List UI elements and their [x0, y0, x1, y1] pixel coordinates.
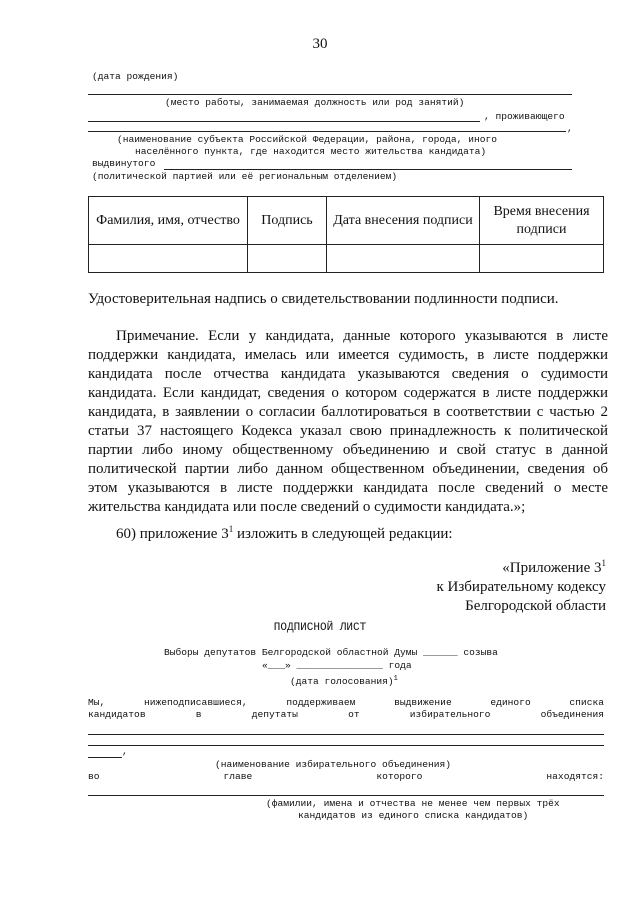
- association-caption: (наименование избирательного объединения): [215, 759, 452, 770]
- amendment-item: [116, 520, 453, 544]
- certification-text: Удостоверительная надпись о свидетельствовании подлинности подписи.: [88, 291, 559, 307]
- support-word: Мы,: [88, 697, 106, 708]
- sheet-title: ПОДПИСНОЙ ЛИСТ: [273, 622, 367, 634]
- residence-line: [88, 131, 566, 132]
- nominated-label: выдвинутого: [92, 158, 156, 169]
- workplace-caption: (место работы, занимаемая должность или род занятий): [165, 97, 465, 108]
- cell-sign-date: [327, 245, 480, 273]
- signature-table-row: [89, 245, 604, 273]
- association-line-1: [88, 734, 604, 735]
- support-word: единого: [490, 697, 531, 708]
- support-word: избирательного: [409, 709, 491, 720]
- head-word: находятся:: [546, 771, 604, 782]
- vote-date-line: «___» _______________ года: [262, 660, 412, 671]
- head-word: во: [88, 771, 100, 782]
- support-word: депутаты: [251, 709, 298, 720]
- association-line-2: [88, 745, 604, 746]
- amendment-sup: 1: [228, 524, 234, 534]
- col-sign-time: Время внесения подписи: [480, 197, 604, 245]
- support-word: выдвижение: [394, 697, 452, 708]
- vote-date-caption: (дата голосования)$^1$: [290, 675, 398, 688]
- elections-line: Выборы депутатов Белгородской областной Думы ______ созыва: [164, 647, 498, 658]
- appendix-line-3: Белгородской области: [465, 598, 606, 614]
- page-number: 30: [312, 36, 328, 52]
- head-word: которого: [376, 771, 423, 782]
- workplace-line: [88, 94, 572, 95]
- signature-table: [88, 196, 604, 273]
- support-word: кандидатов: [88, 709, 146, 720]
- head-line: [88, 771, 604, 783]
- amendment-rest: изложить в следующей редакции:: [233, 526, 453, 542]
- support-word: от: [348, 709, 360, 720]
- support-word: поддерживаем: [286, 697, 356, 708]
- note-paragraph: Примечание. Если у кандидата, данные которого указываются в листе поддержки кандидата, имелась или имеется судимость, в листе поддержки кандидата после отчества кандидата указываются сведения о судимости кандидата. Если кандидат, сведения о котором содержатся в листе поддержки кандидата, в заявлении о согласии баллотироваться в соответствии с частью 2 статьи 37 настоящего Кодекса указал свою принадлежность к политической партии либо иному общественному объединению и свой статус в данной политической партии либо данном общественном объединении, сведения об этом указываются в листе поддержки кандидата после сведений о месте жительства кандидата или после сведений о судимости кандидата.»;: [88, 328, 608, 515]
- association-line-3: [88, 757, 122, 758]
- residing-label: , проживающего: [484, 111, 565, 122]
- association-comma: ,: [122, 746, 128, 757]
- support-word: нижеподписавшиеся,: [143, 697, 248, 708]
- residence-caption-1: (наименование субъекта Российской Федерации, района, города, иного: [117, 134, 497, 145]
- signature-table-header: [89, 197, 604, 245]
- cell-signature: [248, 245, 327, 273]
- support-word: объединения: [540, 709, 604, 720]
- residence-caption-2: населённого пункта, где находится место жительства кандидата): [135, 146, 487, 157]
- col-sign-date: Дата внесения подписи: [327, 197, 480, 245]
- col-full-name: Фамилия, имя, отчество: [89, 197, 248, 245]
- col-signature: Подпись: [248, 197, 327, 245]
- cell-full-name: [89, 245, 248, 273]
- support-word: списка: [569, 697, 604, 708]
- head-word: главе: [223, 771, 253, 782]
- amendment-text: 60) приложение 3: [116, 526, 229, 542]
- party-caption: (политической партией или её региональным отделением): [92, 171, 398, 182]
- birth-date-caption: (дата рождения): [92, 71, 179, 82]
- appendix-line-2: к Избирательному кодексу: [436, 579, 606, 595]
- names-caption-2: кандидатов из единого списка кандидатов): [298, 810, 529, 821]
- residence-blank-line: [88, 121, 480, 122]
- cell-sign-time: [480, 245, 604, 273]
- support-word: в: [195, 709, 202, 720]
- appendix-heading: [300, 554, 606, 616]
- appendix-line-1: «Приложение $3^1$: [502, 558, 606, 576]
- nominated-line: [164, 169, 572, 170]
- residence-comma: ,: [567, 123, 573, 134]
- names-caption-1: (фамилии, имена и отчества не менее чем первых трёх: [266, 798, 560, 809]
- support-line-1: [88, 697, 604, 709]
- names-line: [88, 795, 604, 796]
- support-line-2: [88, 709, 604, 721]
